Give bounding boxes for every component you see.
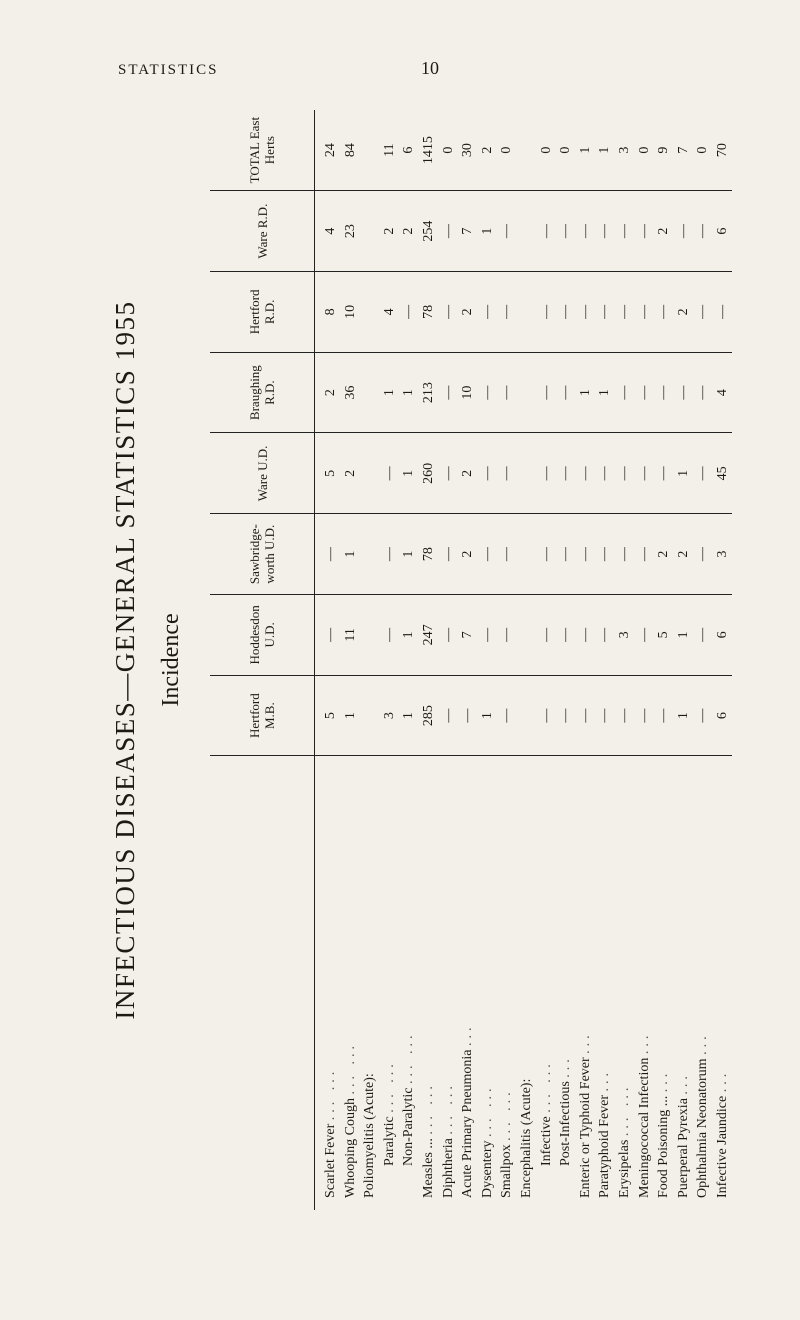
table-cell: — bbox=[615, 191, 635, 272]
table-cell: 2 bbox=[674, 514, 694, 595]
table-cell: 3 bbox=[615, 595, 635, 676]
table-cell: — bbox=[315, 595, 341, 676]
disease-name: Paralytic bbox=[381, 1116, 397, 1166]
table-row bbox=[654, 110, 674, 1210]
table-cell: — bbox=[478, 514, 498, 595]
table-cell: 45 bbox=[713, 433, 733, 514]
table-row bbox=[674, 110, 694, 1210]
leader-dots: ... ... bbox=[323, 1067, 338, 1121]
disease-name: Non-Paralytic bbox=[401, 1087, 417, 1166]
table-cell: 2 bbox=[458, 514, 478, 595]
table-cell: 30 bbox=[458, 110, 478, 191]
table-cell: 1 bbox=[595, 352, 615, 433]
table-row bbox=[713, 110, 733, 1210]
table-cell: 78 bbox=[419, 272, 439, 353]
disease-label bbox=[693, 756, 713, 1210]
table-cell: — bbox=[576, 191, 596, 272]
leader-dots: ... bbox=[577, 1031, 593, 1054]
table-cell: 5 bbox=[315, 675, 341, 756]
column-header: TOTAL East Herts bbox=[210, 110, 315, 191]
table-cell: 1 bbox=[399, 433, 419, 514]
table-row bbox=[635, 110, 655, 1210]
table-cell: 2 bbox=[399, 191, 419, 272]
table-cell: — bbox=[556, 514, 576, 595]
table-cell: 4 bbox=[380, 272, 400, 353]
incidence-table bbox=[210, 110, 732, 1210]
table-cell: — bbox=[556, 433, 576, 514]
leader-dots: ... ... bbox=[401, 1031, 417, 1084]
table-row bbox=[537, 110, 557, 1210]
table-cell: 0 bbox=[537, 110, 557, 191]
table-cell: 0 bbox=[693, 110, 713, 191]
rotated-page bbox=[110, 110, 730, 1210]
table-cell bbox=[517, 433, 537, 514]
disease-label bbox=[380, 756, 400, 1210]
table-cell: 3 bbox=[615, 110, 635, 191]
table-cell: — bbox=[576, 595, 596, 676]
table-cell: 2 bbox=[674, 272, 694, 353]
table-cell: — bbox=[615, 675, 635, 756]
table-cell: — bbox=[654, 675, 674, 756]
table-row bbox=[360, 110, 380, 1210]
disease-name: Erysipelas bbox=[616, 1139, 632, 1198]
table-cell: 23 bbox=[341, 191, 361, 272]
table-cell: — bbox=[576, 433, 596, 514]
table-row bbox=[478, 110, 498, 1210]
table-cell: — bbox=[439, 675, 459, 756]
table-cell bbox=[360, 595, 380, 676]
table-cell: — bbox=[595, 595, 615, 676]
table-cell: — bbox=[537, 191, 557, 272]
table-cell: — bbox=[693, 595, 713, 676]
disease-name: Measles ... bbox=[420, 1138, 436, 1198]
disease-name: Whooping Cough bbox=[342, 1098, 358, 1198]
table-cell: — bbox=[693, 433, 713, 514]
table-cell: — bbox=[595, 191, 615, 272]
table-cell: 2 bbox=[380, 191, 400, 272]
disease-label bbox=[517, 756, 537, 1210]
disease-name: Poliomyelitis (Acute): bbox=[362, 1073, 378, 1198]
table-cell: 1 bbox=[595, 110, 615, 191]
table-cell: 4 bbox=[713, 352, 733, 433]
table-cell: 1 bbox=[341, 514, 361, 595]
table-cell: — bbox=[556, 272, 576, 353]
table-cell: 285 bbox=[419, 675, 439, 756]
table-cell: 1415 bbox=[419, 110, 439, 191]
table-cell: — bbox=[595, 514, 615, 595]
table-row bbox=[576, 110, 596, 1210]
leader-dots: ... ... bbox=[342, 1042, 358, 1095]
table-cell: — bbox=[439, 191, 459, 272]
leader-dots: ... ... bbox=[538, 1060, 554, 1113]
table-cell: 3 bbox=[713, 514, 733, 595]
table-cell: — bbox=[478, 352, 498, 433]
disease-name: Scarlet Fever bbox=[323, 1123, 338, 1198]
disease-name: Infective Jaundice bbox=[714, 1095, 730, 1198]
table-row bbox=[380, 110, 400, 1210]
table-cell: — bbox=[556, 675, 576, 756]
table-cell: 2 bbox=[458, 433, 478, 514]
table-cell: — bbox=[556, 191, 576, 272]
table-cell: 78 bbox=[419, 514, 439, 595]
table-row bbox=[341, 110, 361, 1210]
table-cell bbox=[360, 514, 380, 595]
table-cell: — bbox=[497, 272, 517, 353]
disease-name: Smallpox bbox=[499, 1144, 515, 1198]
table-cell: — bbox=[595, 433, 615, 514]
disease-label bbox=[595, 756, 615, 1210]
disease-name: Puerperal Pyrexia bbox=[675, 1098, 691, 1198]
leader-dots: ... ... bbox=[440, 1082, 456, 1135]
disease-label bbox=[399, 756, 419, 1210]
table-cell: — bbox=[315, 514, 341, 595]
table-cell: — bbox=[556, 595, 576, 676]
table-row bbox=[517, 110, 537, 1210]
table-cell: 1 bbox=[674, 433, 694, 514]
table-cell bbox=[517, 272, 537, 353]
leader-dots: ... bbox=[675, 1072, 691, 1095]
leader-dots: ... bbox=[558, 1055, 574, 1078]
table-cell: 3 bbox=[380, 675, 400, 756]
disease-label bbox=[419, 756, 439, 1210]
table-cell: — bbox=[439, 352, 459, 433]
table-cell bbox=[360, 110, 380, 191]
running-head-left: STATISTICS bbox=[118, 62, 219, 78]
table-cell: 1 bbox=[399, 675, 419, 756]
leader-dots: ... bbox=[656, 1069, 672, 1093]
leader-dots: ... ... bbox=[479, 1084, 495, 1137]
column-header: Sawbridge- worth U.D. bbox=[210, 514, 315, 595]
disease-label bbox=[654, 756, 674, 1210]
table-cell: — bbox=[537, 352, 557, 433]
disease-name: Post-Infectious bbox=[558, 1081, 574, 1166]
table-cell: — bbox=[654, 433, 674, 514]
table-cell: — bbox=[439, 595, 459, 676]
table-cell bbox=[517, 514, 537, 595]
disease-name: Enteric or Typhoid Fever bbox=[577, 1057, 593, 1198]
disease-label bbox=[360, 756, 380, 1210]
table-cell: 247 bbox=[419, 595, 439, 676]
disease-label bbox=[674, 756, 694, 1210]
table-cell: — bbox=[537, 595, 557, 676]
table-cell: — bbox=[399, 272, 419, 353]
disease-label bbox=[315, 756, 341, 1210]
table-cell: 2 bbox=[478, 110, 498, 191]
incidence-table-wrapper bbox=[210, 110, 732, 1210]
disease-label bbox=[341, 756, 361, 1210]
header-label-column bbox=[210, 756, 315, 1210]
page-number: 10 bbox=[421, 58, 439, 78]
table-cell: 5 bbox=[315, 433, 341, 514]
table-cell: — bbox=[615, 433, 635, 514]
table-cell: — bbox=[556, 352, 576, 433]
leader-dots: ... ... bbox=[616, 1083, 632, 1137]
table-row bbox=[693, 110, 713, 1210]
table-cell: — bbox=[380, 595, 400, 676]
table-cell: — bbox=[458, 675, 478, 756]
header-row bbox=[210, 110, 315, 1210]
disease-name: Encephalitis (Acute): bbox=[518, 1078, 534, 1198]
table-cell: — bbox=[635, 352, 655, 433]
leader-dots: ... bbox=[714, 1069, 730, 1093]
leader-dots: ... ... bbox=[499, 1088, 515, 1141]
table-cell bbox=[360, 191, 380, 272]
page-title: INFECTIOUS DISEASES—GENERAL STATISTICS 1955 bbox=[110, 300, 140, 1020]
column-header: Hertford M.B. bbox=[210, 675, 315, 756]
table-cell: — bbox=[497, 433, 517, 514]
disease-name: Acute Primary Pneumonia bbox=[460, 1049, 476, 1198]
table-cell: 10 bbox=[458, 352, 478, 433]
table-cell: 0 bbox=[635, 110, 655, 191]
table-cell bbox=[517, 110, 537, 191]
table-cell: — bbox=[615, 514, 635, 595]
table-cell: 6 bbox=[713, 595, 733, 676]
table-cell: 1 bbox=[399, 352, 419, 433]
table-cell: — bbox=[615, 352, 635, 433]
disease-label bbox=[615, 756, 635, 1210]
table-cell: 0 bbox=[439, 110, 459, 191]
table-cell: — bbox=[576, 514, 596, 595]
table-cell: — bbox=[537, 675, 557, 756]
table-cell: 0 bbox=[497, 110, 517, 191]
table-body bbox=[315, 110, 733, 1210]
table-row bbox=[556, 110, 576, 1210]
disease-label bbox=[478, 756, 498, 1210]
table-cell: — bbox=[693, 191, 713, 272]
table-cell bbox=[517, 352, 537, 433]
table-cell: 1 bbox=[399, 595, 419, 676]
table-cell: 2 bbox=[315, 352, 341, 433]
table-cell: 1 bbox=[576, 352, 596, 433]
disease-label bbox=[576, 756, 596, 1210]
table-cell: — bbox=[595, 675, 615, 756]
table-row bbox=[595, 110, 615, 1210]
disease-label bbox=[537, 756, 557, 1210]
table-cell: — bbox=[693, 352, 713, 433]
disease-label bbox=[713, 756, 733, 1210]
table-cell: 4 bbox=[315, 191, 341, 272]
column-header: Braughing R.D. bbox=[210, 352, 315, 433]
table-cell: — bbox=[635, 191, 655, 272]
table-cell: 70 bbox=[713, 110, 733, 191]
table-cell: — bbox=[380, 514, 400, 595]
table-cell: — bbox=[674, 352, 694, 433]
table-cell: 7 bbox=[458, 191, 478, 272]
table-cell: 24 bbox=[315, 110, 341, 191]
table-row bbox=[419, 110, 439, 1210]
table-cell: — bbox=[497, 352, 517, 433]
table-cell: 9 bbox=[654, 110, 674, 191]
table-cell: 7 bbox=[458, 595, 478, 676]
table-cell: — bbox=[537, 272, 557, 353]
table-cell: 254 bbox=[419, 191, 439, 272]
table-cell: 11 bbox=[380, 110, 400, 191]
disease-label bbox=[458, 756, 478, 1210]
table-cell bbox=[517, 191, 537, 272]
table-row bbox=[399, 110, 419, 1210]
disease-name: Food Poisoning ... bbox=[656, 1095, 672, 1198]
table-cell bbox=[360, 433, 380, 514]
table-cell: — bbox=[654, 352, 674, 433]
table-cell: — bbox=[635, 514, 655, 595]
leader-dots: ... ... bbox=[381, 1060, 397, 1113]
disease-name: Diphtheria bbox=[440, 1138, 456, 1198]
table-cell: — bbox=[635, 272, 655, 353]
table-cell: — bbox=[674, 191, 694, 272]
table-cell: — bbox=[635, 433, 655, 514]
disease-name: Meningococcal Infection bbox=[636, 1057, 652, 1198]
disease-label bbox=[439, 756, 459, 1210]
table-cell: 84 bbox=[341, 110, 361, 191]
table-cell: 6 bbox=[399, 110, 419, 191]
table-cell: 6 bbox=[713, 675, 733, 756]
table-cell bbox=[517, 675, 537, 756]
table-cell: 2 bbox=[458, 272, 478, 353]
table-cell: 260 bbox=[419, 433, 439, 514]
table-cell bbox=[360, 352, 380, 433]
table-cell: 8 bbox=[315, 272, 341, 353]
table-cell: 1 bbox=[478, 675, 498, 756]
leader-dots: ... ... bbox=[420, 1082, 436, 1135]
table-cell: — bbox=[478, 595, 498, 676]
table-cell: — bbox=[713, 272, 733, 353]
table-cell: — bbox=[497, 191, 517, 272]
table-cell: — bbox=[635, 595, 655, 676]
leader-dots: ... bbox=[460, 1023, 476, 1046]
table-cell: 0 bbox=[556, 110, 576, 191]
table-cell: 11 bbox=[341, 595, 361, 676]
leader-dots: ... bbox=[636, 1031, 652, 1055]
table-cell: 7 bbox=[674, 110, 694, 191]
disease-name: Paratyphoid Fever bbox=[597, 1094, 613, 1198]
column-header: Hertford R.D. bbox=[210, 272, 315, 353]
table-cell bbox=[360, 675, 380, 756]
table-cell: — bbox=[497, 595, 517, 676]
table-cell: — bbox=[439, 433, 459, 514]
table-cell: 36 bbox=[341, 352, 361, 433]
table-cell: — bbox=[439, 514, 459, 595]
table-cell: — bbox=[537, 433, 557, 514]
leader-dots: ... bbox=[597, 1068, 613, 1092]
table-cell: 6 bbox=[713, 191, 733, 272]
table-row bbox=[458, 110, 478, 1210]
table-cell: 1 bbox=[576, 110, 596, 191]
table-cell: — bbox=[537, 514, 557, 595]
table-cell: — bbox=[615, 272, 635, 353]
table-cell: 1 bbox=[341, 675, 361, 756]
table-row bbox=[615, 110, 635, 1210]
table-cell: — bbox=[693, 272, 713, 353]
disease-label bbox=[556, 756, 576, 1210]
table-row bbox=[315, 110, 341, 1210]
disease-name: Ophthalmia Neonatorum bbox=[695, 1058, 711, 1198]
table-cell: — bbox=[693, 675, 713, 756]
table-cell: — bbox=[635, 675, 655, 756]
table-row bbox=[439, 110, 459, 1210]
table-cell: 1 bbox=[674, 595, 694, 676]
table-cell: — bbox=[478, 433, 498, 514]
table-cell: 2 bbox=[654, 514, 674, 595]
table-cell bbox=[517, 595, 537, 676]
column-header: Ware R.D. bbox=[210, 191, 315, 272]
leader-dots: ... bbox=[695, 1032, 711, 1055]
table-cell: — bbox=[654, 272, 674, 353]
table-cell: 213 bbox=[419, 352, 439, 433]
table-cell: 2 bbox=[341, 433, 361, 514]
disease-name: Dysentery bbox=[479, 1140, 495, 1198]
table-row bbox=[497, 110, 517, 1210]
disease-name: Infective bbox=[538, 1116, 554, 1166]
table-cell: — bbox=[576, 675, 596, 756]
table-cell: — bbox=[439, 272, 459, 353]
table-cell: — bbox=[478, 272, 498, 353]
disease-label bbox=[635, 756, 655, 1210]
table-cell: 10 bbox=[341, 272, 361, 353]
column-header: Hoddesdon U.D. bbox=[210, 595, 315, 676]
table-cell: 1 bbox=[399, 514, 419, 595]
table-cell bbox=[360, 272, 380, 353]
table-cell: 2 bbox=[654, 191, 674, 272]
table-cell: — bbox=[497, 675, 517, 756]
table-cell: 1 bbox=[478, 191, 498, 272]
table-cell: 5 bbox=[654, 595, 674, 676]
table-cell: — bbox=[595, 272, 615, 353]
column-header: Ware U.D. bbox=[210, 433, 315, 514]
table-cell: — bbox=[576, 272, 596, 353]
page-subtitle: Incidence bbox=[158, 613, 184, 707]
table-cell: — bbox=[497, 514, 517, 595]
disease-label bbox=[497, 756, 517, 1210]
table-cell: 1 bbox=[380, 352, 400, 433]
table-cell: 1 bbox=[674, 675, 694, 756]
table-cell: — bbox=[380, 433, 400, 514]
table-cell: — bbox=[693, 514, 713, 595]
